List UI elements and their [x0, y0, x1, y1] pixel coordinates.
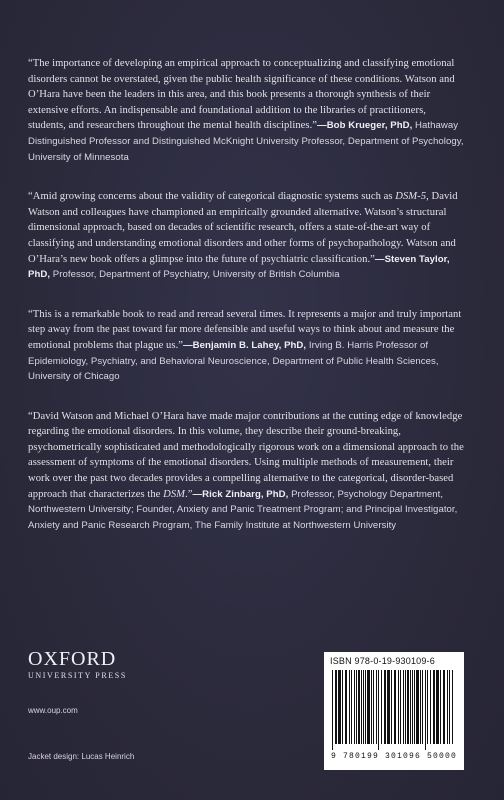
blurb-affiliation: Irving B. Harris Professor of Epidemiology, Psychiatry, and Behavioral Neuroscience, Department of Public Health Sciences, University of Chicago [28, 339, 439, 383]
blurb-quote-emphasis: DSM [163, 488, 186, 500]
isbn-number: ISBN 978-0-19-930109-6 [330, 656, 435, 666]
blurb-krueger [28, 56, 464, 165]
barcode-bar [416, 670, 419, 744]
publisher-logo [28, 648, 127, 680]
barcode-bar [361, 670, 362, 744]
cover-footer [28, 648, 464, 788]
barcode-bar [400, 670, 401, 744]
barcode-bar [376, 670, 377, 744]
barcode-bar [433, 670, 435, 744]
blurb-quote: “Amid growing concerns about the validity of categorical diagnostic systems such as [28, 191, 396, 203]
blurb-affiliation: Professor, Psychology Department, Northwestern University; Founder, Anxiety and Panic Treatment Program; and Principal Investigator, Anxiety and Panic Research Program, The Family Institute at Northwestern University [28, 488, 458, 531]
barcode-bar [365, 670, 366, 744]
barcode-bar [373, 670, 374, 744]
price-code: 50000 [427, 752, 458, 761]
barcode-bar [345, 670, 347, 744]
barcode-bar [387, 670, 390, 744]
barcode-bars [330, 670, 458, 750]
barcode-bar [425, 670, 426, 750]
barcode-bar [447, 670, 448, 744]
barcode-bar [405, 670, 406, 744]
publisher-subtitle: UNIVERSITY PRESS [28, 671, 127, 680]
barcode-bar [354, 670, 355, 744]
barcode-bar [332, 670, 333, 750]
barcode-bar [427, 670, 428, 744]
barcode-bar [407, 670, 409, 744]
blurb-zinbarg [28, 409, 464, 534]
barcode-number: 9 780199 301096 [330, 752, 421, 761]
barcode-bar [422, 670, 423, 744]
blurb-taylor [28, 189, 464, 283]
blurb-lahey [28, 307, 464, 385]
barcode-bar [371, 670, 372, 744]
barcode-bar [351, 670, 352, 744]
jacket-credit: Jacket design: Lucas Heinrich [28, 752, 135, 761]
publisher-url: www.oup.com [28, 706, 78, 715]
barcode-bar [342, 670, 343, 744]
barcode-bar [452, 670, 453, 744]
barcode-bar [440, 670, 441, 744]
blurb-author: —Steven Taylor, PhD, [28, 253, 450, 281]
barcode-bar [394, 670, 396, 744]
blurb-quote: .” [185, 488, 193, 500]
barcode-bar [430, 670, 431, 744]
blurb-author: —Bob Krueger, PhD, [317, 120, 413, 132]
barcode-bar [378, 670, 379, 750]
isbn-barcode [324, 652, 464, 770]
barcode-bar [443, 670, 445, 744]
blurb-quote: “The importance of developing an empirical approach to conceptualizing and classifying emotional disorders cannot be overstated, given the public health significance of these conditions. Watson and O’Hara have been the leaders in this area, and this book presents a thorough synthesis of their extensive efforts. An indispensable and foundational addition to the libraries of practitioners, students, and researchers throughout the mental health disciplines.” [28, 58, 455, 132]
barcode-bar [338, 670, 341, 744]
barcode-bar [403, 670, 404, 744]
blurb-quote: “David Watson and Michael O’Hara have made major contributions at the cutting edge of knowledge regarding the emotional disorders. In this volume, they describe their ground-breaking, psychometrically sophisticated and methodologically rigorous work on a dimensional approach to the assessment of symptoms of the emotional disorders. Using multiple methods of measurement, their work over the past two decades provides a compelling alternative to the categorical, disorder-based approach that characterizes the [28, 410, 464, 500]
blurb-author: —Benjamin B. Lahey, PhD, [183, 339, 307, 351]
isbn-label [330, 656, 458, 666]
blurb-quote-emphasis: DSM-5 [395, 191, 427, 203]
barcode-bar [391, 670, 392, 744]
barcode-bar [363, 670, 364, 744]
blurb-quote: “This is a remarkable book to read and reread several times. It represents a major and truly important step away from the past toward far more defensible and useful ways to think about and measure the emotional problems that plague us.” [28, 308, 462, 351]
blurb-quote: , David Watson and colleagues have championed an empirically grounded alternative. Watson’s structural dimensional approach, based on decades of scientific research, offers a state-of-the-art way of classifying and understanding emotional disorders and other forms of psychopathology. Watson and O’Hara’s new book offers a glimpse into the future of psychiatric classification.” [28, 191, 458, 265]
barcode-bar [356, 670, 357, 744]
barcode-bar [410, 670, 411, 744]
barcode-bar [436, 670, 439, 744]
barcode-bar [412, 670, 413, 744]
barcode-bar [381, 670, 382, 744]
barcode-bar [420, 670, 421, 744]
blurb-affiliation: Professor, Department of Psychiatry, University of British Columbia [50, 269, 340, 281]
barcode-bar [398, 670, 399, 744]
barcode-bar [358, 670, 360, 744]
barcode-bar [384, 670, 386, 744]
barcode-bar [349, 670, 350, 744]
barcode-bar [367, 670, 370, 744]
barcode-bar [335, 670, 337, 744]
barcode-bar [414, 670, 415, 744]
barcode-digits [330, 752, 458, 761]
barcode-bar [449, 670, 450, 744]
blurb-affiliation: Hathaway Distinguished Professor and Distinguished McKnight University Professor, Department of Psychology, University of Minnesota [28, 120, 464, 163]
publisher-name: OXFORD [28, 648, 117, 670]
blurb-author: —Rick Zinbarg, PhD, [192, 488, 289, 500]
